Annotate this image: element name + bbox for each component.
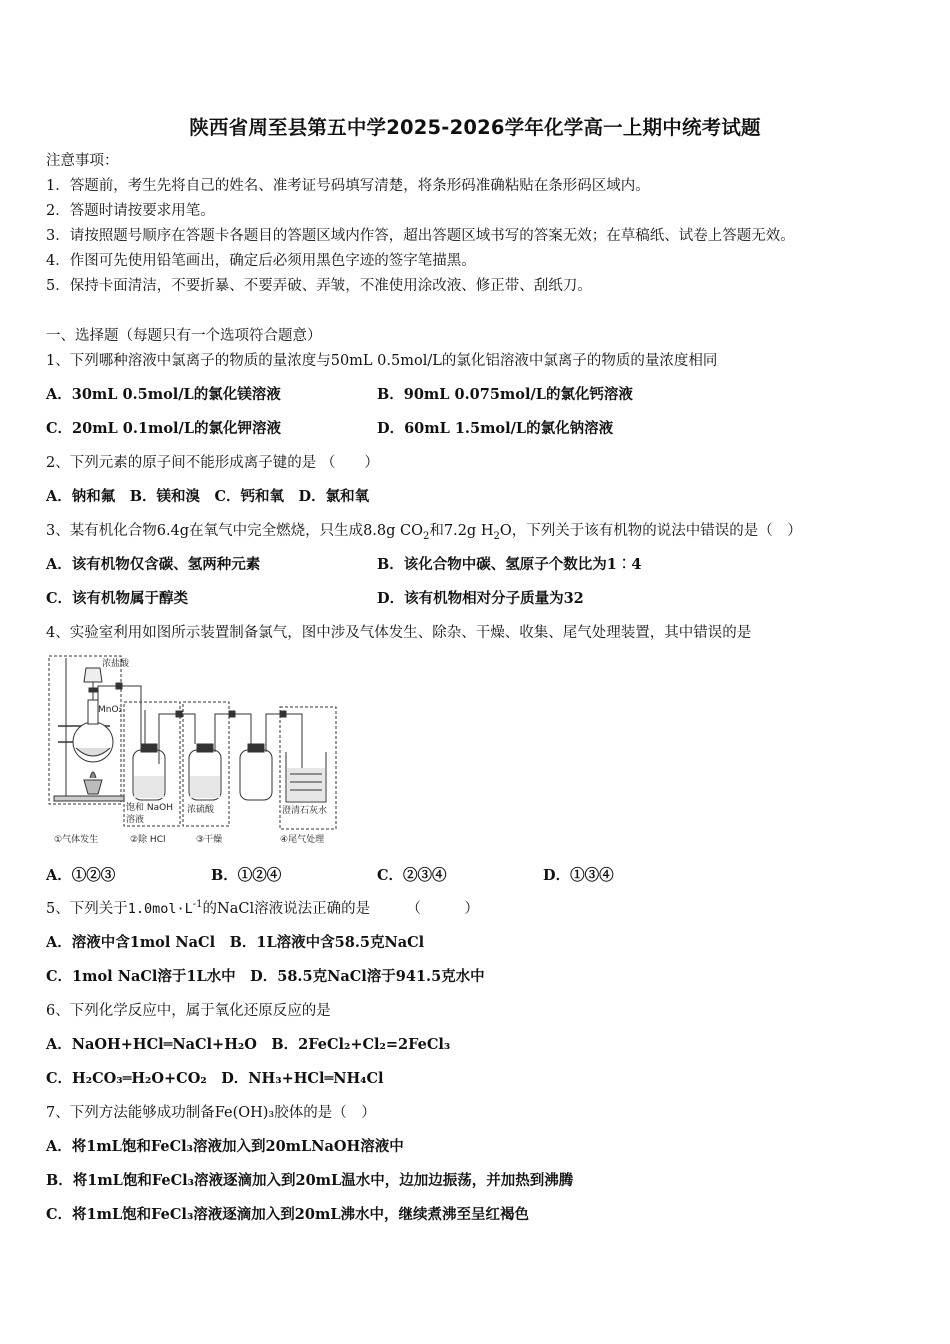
caption-2: ②除 HCl [130,835,166,845]
notice-heading: 注意事项： [46,153,119,169]
q4-stem: 4、实验室利用如图所示装置制备氯气，图中涉及气体发生、除杂、干燥、收集、尾气处理装置，其中错误的是 [46,625,752,641]
notice-item-3: 3．请按照题号顺序在答题卡各题目的答题区域内作答，超出答题区域书写的答案无效；在草稿纸、试卷上答题无效。 [46,228,795,244]
q3-option-c: C．该有机物属于醇类 [46,590,189,607]
q5-options-cd: C．1mol NaCl溶于1L水中 D．58.5克NaCl溶于941.5克水中 [46,968,485,985]
q4-option-c: C．②③④ [377,867,447,884]
q7-stem: 7、下列方法能够成功制备Fe(OH)₃胶体的是（ ） [46,1105,376,1121]
q1-stem: 1、下列哪种溶液中氯离子的物质的量浓度与50mL 0.5mol/L的氯化铝溶液中氯离子的物质的量浓度相同 [46,353,718,369]
q4-option-a: A．①②③ [46,867,116,884]
q6-options-ab: A．NaOH+HCl═NaCl+H₂O B．2FeCl₂+Cl₂=2FeCl₃ [46,1036,451,1053]
q5-options-ab: A．溶液中含1mol NaCl B．1L溶液中含58.5克NaCl [46,934,425,951]
q3-stem: 3、某有机化合物6.4g在氧气中完全燃烧，只生成8.8g $CO_2$和7.2g $H_2O$，下列关于该有机物的说法中错误的是（ ） [46,523,802,542]
q2-stem: 2、下列元素的原子间不能形成离子键的是 （ ） [46,455,379,471]
q1-option-c: C．20mL 0.1mol/L的氯化钾溶液 [46,420,282,437]
label-naoh-1: 饱和 NaOH [126,803,173,813]
q6-stem: 6、下列化学反应中，属于氧化还原反应的是 [46,1003,331,1019]
q3-option-a: A．该有机物仅含碳、氢两种元素 [46,556,261,573]
q1-option-a: A．30mL 0.5mol/L的氯化镁溶液 [46,386,281,403]
q3-option-d: D．该有机物相对分子质量为32 [377,590,584,607]
apparatus-figure [46,652,341,852]
q2-options: A．钠和氟 B．镁和溴 C．钙和氧 D．氯和氧 [46,488,370,505]
q1-option-d: D．60mL 1.5mol/L的氯化钠溶液 [377,420,614,437]
label-limewater: 澄清石灰水 [282,806,328,816]
label-hcl: 浓盐酸 [102,659,130,669]
q1-option-b: B．90mL 0.075mol/L的氯化钙溶液 [377,386,633,403]
notice-item-4: 4．作图可先使用铅笔画出，确定后必须用黑色字迹的签字笔描黑。 [46,253,476,269]
caption-4: ④尾气处理 [280,835,325,845]
q4-option-d: D．①③④ [543,867,614,884]
label-h2so4: 浓硫酸 [187,805,215,815]
caption-1: ①气体发生 [54,835,99,845]
q7-option-c: C．将1mL饱和FeCl₃溶液逐滴加入到20mL沸水中，继续煮沸至呈红褐色 [46,1206,530,1223]
q4-option-b: B．①②④ [211,867,282,884]
label-mno2: MnO₂ [98,705,123,715]
label-naoh-2: 溶液 [126,815,145,825]
section-heading: 一、选择题（每题只有一个选项符合题意） [46,328,322,344]
notice-item-2: 2．答题时请按要求用笔。 [46,203,215,219]
notice-item-1: 1．答题前，考生先将自己的姓名、准考证号码填写清楚，将条形码准确粘贴在条形码区域内。 [46,178,650,194]
q3-option-b: B．该化合物中碳、氢原子个数比为1︰4 [377,556,642,573]
caption-3: ③干燥 [196,835,223,845]
q5-stem: 5、下列关于$1.0mol\cdot L^{-1}$的NaCl溶液说法正确的是 （ ） [46,899,479,917]
q6-options-cd: C．H₂CO₃═H₂O+CO₂ D．NH₃+HCl═NH₄Cl [46,1070,384,1087]
q7-option-b: B．将1mL饱和FeCl₃溶液逐滴加入到20mL温水中，边加边振荡，并加热到沸腾 [46,1172,574,1189]
page-title: 陕西省周至县第五中学2025-2026学年化学高一上期中统考试题 [189,116,761,139]
q7-option-a: A．将1mL饱和FeCl₃溶液加入到20mLNaOH溶液中 [46,1138,404,1155]
notice-item-5: 5．保持卡面清洁，不要折暴、不要弄破、弄皱，不准使用涂改液、修正带、刮纸刀。 [46,278,592,294]
